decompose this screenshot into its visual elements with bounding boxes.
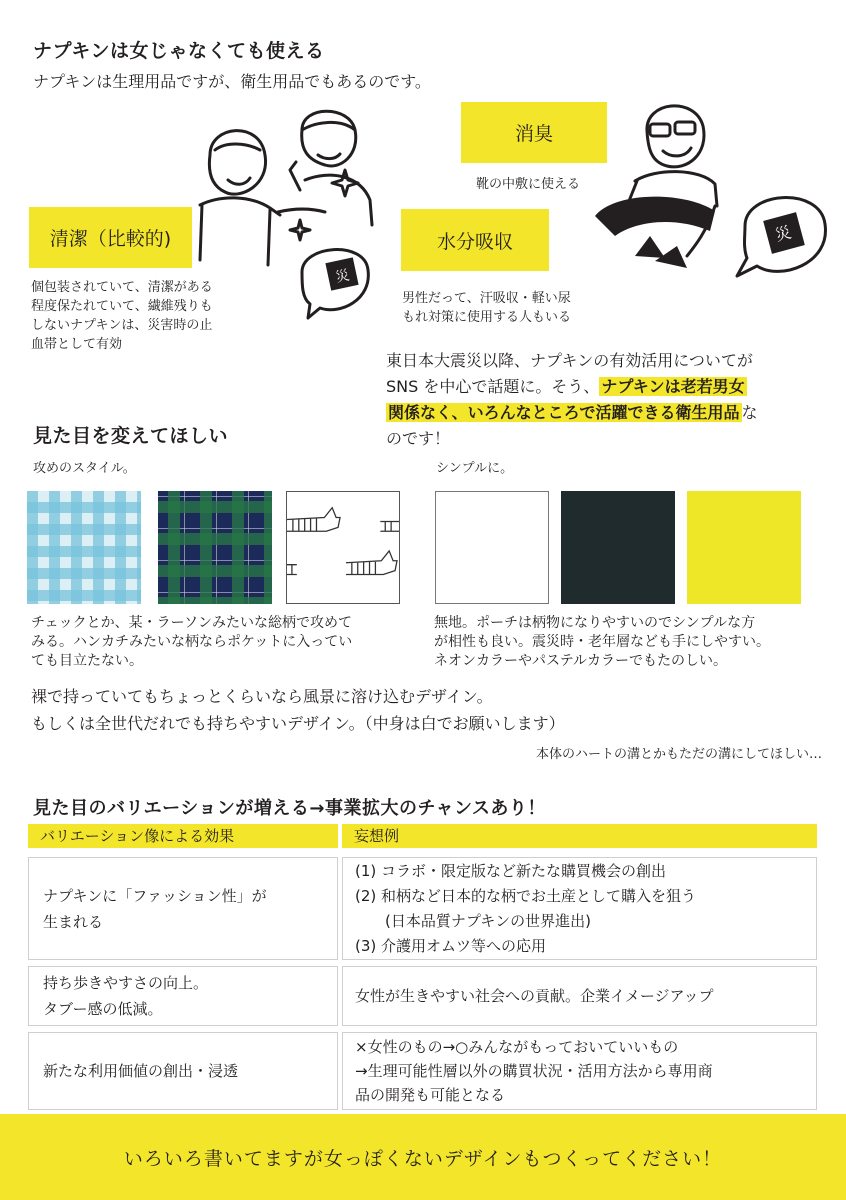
- pad-glyph-left: 災: [334, 267, 352, 287]
- bold-style-desc-line: チェックとか、某・ラーソンみたいな総柄で攻めて: [31, 615, 353, 631]
- pattern-navy-tartan: [158, 491, 272, 604]
- swatch-white: [435, 491, 549, 604]
- summary-text: [31, 683, 565, 737]
- note-highlight-2: 関係なく、いろんなところで活躍できる衛生用品: [388, 403, 740, 422]
- bold-style-label: 攻めのスタイル。: [33, 461, 136, 476]
- swatch-yellow: [687, 491, 801, 604]
- section2-title: 見た目を変えてほしい: [33, 425, 229, 447]
- swatch-dark: [561, 491, 675, 604]
- feature-clean-box: [29, 207, 192, 268]
- feature-absorb-desc-line: もれ対策に使用する人もいる: [402, 310, 572, 325]
- table-cell-line: (1) コラボ・限定版など新たな購買機会の創出: [355, 861, 667, 880]
- table-cell-line: 持ち歩きやすさの向上。: [43, 974, 209, 992]
- feature-clean-desc: [31, 278, 261, 354]
- feature-deodorant-box: [461, 102, 607, 163]
- feature-clean-desc-line: 血帯として有効: [31, 337, 123, 352]
- note-highlight-1: ナプキンは老若男女: [601, 377, 745, 396]
- note-line-4: のです！: [386, 429, 451, 448]
- feature-deodorant-desc: 靴の中敷に使える: [476, 177, 581, 192]
- table-cell-line: ナプキンに「ファッション性」が: [43, 886, 267, 905]
- section1-title: ナプキンは女じゃなくても使える: [33, 40, 325, 62]
- feature-absorb-label: 水分吸収: [436, 230, 513, 253]
- aside-note: 本体のハートの溝とかもただの溝にしてほしい…: [535, 747, 822, 762]
- pattern-sky-checker: [27, 491, 141, 604]
- bold-style-desc-line: みる。ハンカチみたいな柄ならポケットに入ってい: [31, 634, 353, 650]
- simple-style-desc-line: が相性も良い。震災時・老年層なども手にしやすい。: [434, 634, 770, 650]
- pad-glyph-right: 災: [772, 222, 794, 245]
- feature-deodorant-label: 消臭: [514, 123, 553, 145]
- feature-absorb-desc-line: 男性だって、汗吸収・軽い尿: [402, 291, 571, 306]
- note-paragraph: [386, 348, 826, 452]
- simple-style-desc: [434, 614, 770, 671]
- bold-style-desc: [31, 614, 352, 671]
- feature-clean-label: 清潔（比較的): [49, 228, 172, 250]
- table-cell-line: (3) 介護用オムツ等への応用: [355, 936, 547, 955]
- table-cell-line: 女性が生きやすい社会への貢献。企業イメージアップ: [355, 987, 714, 1005]
- simple-style-desc-line: ネオンカラーやパステルカラーでもたのしい。: [434, 653, 728, 669]
- table-header-example: 妄想例: [342, 824, 817, 848]
- table-cell-line: (日本品質ナプキンの世界進出): [355, 911, 591, 930]
- note-line-1: 東日本大震災以降、ナプキンの有効活用についてが: [386, 351, 753, 370]
- table-row-3-example: [342, 1032, 817, 1110]
- pattern-striped-cats: [286, 491, 400, 604]
- summary-line-1: 裸で持っていてもちょっとくらいなら風景に溶け込むデザイン。: [31, 687, 493, 706]
- table-row-3-effect: [28, 1032, 338, 1110]
- feature-clean-desc-line: 程度保たれていて、繊維残りも: [31, 299, 213, 314]
- table-cell-line: →生理可能性層以外の購買状況・活用方法から専用商: [355, 1062, 713, 1080]
- feature-clean-desc-line: 個包装されていて、清潔がある: [31, 280, 213, 295]
- footer-text: いろいろ書いてますが女っぽくないデザインもつくってください！: [123, 1147, 723, 1170]
- table-header-effect: バリエーション像による効果: [28, 824, 338, 848]
- feature-absorb-desc: [402, 289, 571, 327]
- footer-banner: [0, 1114, 846, 1200]
- table-row-2-example: [342, 966, 817, 1026]
- table-cell-line: 生まれる: [43, 912, 104, 931]
- note-line-3-text: な: [741, 403, 758, 422]
- table-cell-line: 新たな利用価値の創出・浸透: [43, 1062, 239, 1080]
- illustration-man: [595, 96, 835, 296]
- feature-clean-desc-line: しないナプキンは、災害時の止: [31, 318, 213, 333]
- note-line-2-text: SNS を中心で話題に。そう、: [386, 377, 600, 396]
- summary-line-2: もしくは全世代だれでも持ちやすいデザイン。（中身は白でお願いします）: [31, 714, 565, 733]
- table-row-2-effect: [28, 966, 338, 1026]
- table-cell-line: (2) 和柄など日本的な柄でお土産として購入を狙う: [355, 886, 697, 905]
- bold-style-desc-line: ても目立たない。: [31, 653, 143, 669]
- table-row-1-example: [342, 857, 817, 960]
- section1-lead: ナプキンは生理用品ですが、衛生用品でもあるのです。: [33, 72, 431, 91]
- table-cell-line: ×女性のもの→○みんながもっておいていいもの: [355, 1038, 679, 1056]
- simple-style-label: シンプルに。: [436, 461, 514, 476]
- simple-style-desc-line: 無地。ポーチは柄物になりやすいのでシンプルな方: [434, 615, 756, 631]
- feature-absorb-box: [401, 209, 549, 271]
- table-row-1-effect: [28, 857, 338, 960]
- table-cell-line: タブー感の低減。: [43, 1000, 163, 1018]
- section3-title: 見た目のバリエーションが増える→事業拡大のチャンスあり！: [33, 798, 546, 819]
- table-cell-line: 品の開発も可能となる: [355, 1086, 506, 1104]
